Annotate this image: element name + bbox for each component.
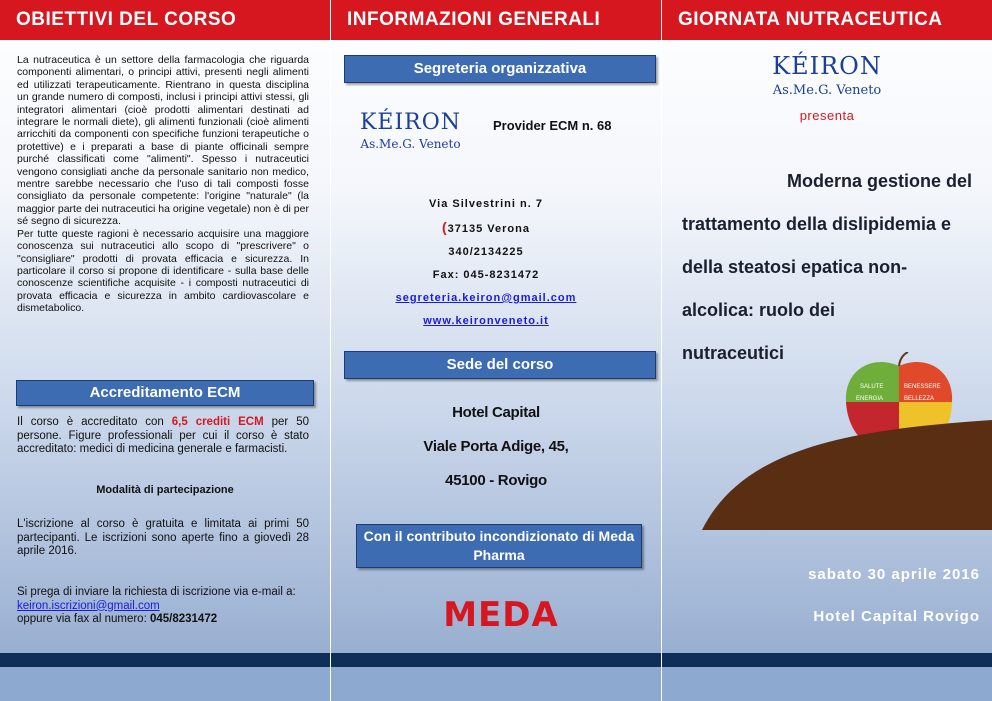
contributo-title: Con il contributo incondizionato di Meda Pharma xyxy=(356,524,642,568)
venue-block xyxy=(331,396,661,498)
bottom-bar xyxy=(662,653,992,667)
website-link[interactable]: www.keironveneto.it xyxy=(423,315,549,327)
keiron-logo-sub: As.Me.G. Veneto xyxy=(772,83,882,98)
meda-logo: MEDA xyxy=(443,595,559,635)
accreditamento-text xyxy=(17,416,309,457)
course-description xyxy=(17,54,309,315)
keiron-logo-word: KÉIRON xyxy=(772,52,882,80)
segreteria-email-link[interactable]: segreteria.keiron@gmail.com xyxy=(395,292,577,304)
bottom-bar xyxy=(0,653,330,667)
title-line-2: trattamento della dislipidemia e xyxy=(682,214,952,234)
presenta-label: presenta xyxy=(799,108,855,123)
bottom-strip xyxy=(0,667,330,701)
panel-header-giornata: GIORNATA NUTRACEUTICA xyxy=(662,0,992,40)
title-line-1: Moderna gestione del xyxy=(786,171,972,191)
ecm-credits: 6,5 crediti ECM xyxy=(171,416,264,428)
address-street: Via Silvestrini n. 7 xyxy=(429,198,543,210)
fax-label: oppure via fax al numero: xyxy=(17,613,150,625)
accred-text-post: per 50 persone. Figure professionali per cui il corso è stato accreditato: medici di medicina generale e farmacisti. xyxy=(17,416,309,455)
venue-name: Hotel Capital xyxy=(452,404,540,421)
richiesta-block xyxy=(17,586,317,627)
title-line-5: nutraceutici xyxy=(682,343,785,363)
fax-number: 045/8231472 xyxy=(149,613,218,625)
contact-block xyxy=(331,193,641,333)
keiron-logo-word: KÉIRON xyxy=(359,110,462,135)
bottom-strip xyxy=(662,667,992,701)
venue-street: Viale Porta Adige, 45, xyxy=(423,438,569,455)
accred-text-pre: Il corso è accreditato con xyxy=(17,416,172,428)
keiron-logo xyxy=(662,52,992,123)
panel-giornata xyxy=(662,0,992,701)
keiron-logo-sub: As.Me.G. Veneto xyxy=(360,137,461,151)
bottom-bar xyxy=(331,653,661,667)
phone-number: 340/2134225 xyxy=(448,246,524,258)
brown-swoosh xyxy=(702,390,992,530)
fax-number: Fax: 045-8231472 xyxy=(432,269,540,281)
event-place: Hotel Capital Rovigo xyxy=(813,608,980,625)
title-line-3: della steatosi epatica non- xyxy=(682,257,908,277)
iscrizioni-email-link[interactable]: keiron.iscrizioni@gmail.com xyxy=(17,599,160,612)
accreditamento-title: Accreditamento ECM xyxy=(16,380,314,406)
apple-label-bellezza: BELLEZZA xyxy=(904,396,935,402)
iscrizione-text: L'iscrizione al corso è gratuita e limitata ai primi 50 partecipanti. Le iscrizioni sono aperte fino a giovedì 28 aprile 2016. xyxy=(17,518,309,557)
address-city: 37135 Verona xyxy=(447,223,530,235)
panel-informazioni xyxy=(331,0,661,701)
apple-label-benessere: BENESSERE xyxy=(904,384,941,390)
provider-ecm: Provider ECM n. 68 xyxy=(493,118,612,133)
event-title xyxy=(682,160,982,375)
intro-paragraph-2: Per tutte queste ragioni è necessario acquisire una maggiore conoscenza sui nutraceutici allo scopo di "prescrivere" o "consigliare" prodotti di provata efficacia e sicurezza. In particolare il corso si propone di identificare - sulla base delle conoscenze scientifiche acquisite - i composti nutraceutici di provata efficacia e sicurezza in ambito cardiovascolare e dismetabolico. xyxy=(17,227,309,315)
panel-obiettivi xyxy=(0,0,330,701)
sede-title: Sede del corso xyxy=(344,351,656,379)
bottom-strip xyxy=(331,667,661,701)
keiron-logo xyxy=(353,110,468,151)
apple-label-energia: ENERGIA xyxy=(856,396,884,402)
panel-header-informazioni: INFORMAZIONI GENERALI xyxy=(331,0,661,40)
modalita-title: Modalità di partecipazione xyxy=(96,484,234,496)
phone-icon: ( xyxy=(441,219,448,235)
segreteria-title: Segreteria organizzativa xyxy=(344,55,656,83)
event-date: sabato 30 aprile 2016 xyxy=(808,566,980,583)
title-line-4: alcolica: ruolo dei xyxy=(682,300,836,320)
address-city-row xyxy=(331,216,641,241)
panel-header-obiettivi: OBIETTIVI DEL CORSO xyxy=(0,0,330,40)
venue-city: 45100 - Rovigo xyxy=(445,472,547,489)
intro-paragraph-1: La nutraceutica è un settore della farmacologia che riguarda componenti alimentari, o principi attivi, presenti negli alimenti ed utilizzati terapeuticamente. Rientrano in questa disciplina un grande numero di composti, inclusi i principi attivi stessi, gli integratori alimentari (cioè prodotti alimentari destinati ad integrare le normali diete), gli alimenti funzionali (cioè alimenti arricchiti da componenti con specifiche funzioni terapeutiche o protettive) e i preparati a base di piante officinali sempre purché classificati come "alimenti". Spesso i nutraceutici vengono consigliati anche da personale sanitario non medico, mentre sarebbe necessario che l'uso di tali composti fosse consigliato da personale competente: l'origine "naturale" (la maggior parte dei nutraceutici ha origine vegetale) non è di per sé segno di sicurezza. xyxy=(17,54,309,228)
richiesta-text: Si prega di inviare la richiesta di iscrizione via e-mail a: xyxy=(17,586,296,598)
apple-label-salute: SALUTE xyxy=(860,384,884,390)
